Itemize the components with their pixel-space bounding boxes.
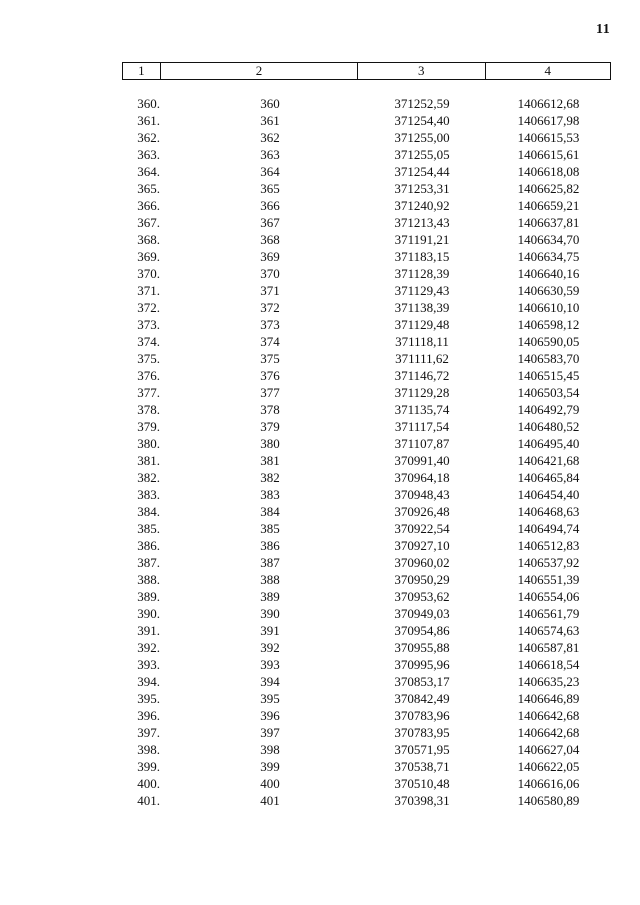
y-coordinate-cell: 1406515,45 <box>517 368 580 383</box>
table-row <box>122 435 611 452</box>
point-number-cell: 360 <box>260 96 280 111</box>
table-row <box>122 214 611 231</box>
point-index-cell: 374. <box>137 334 160 349</box>
point-number-cell: 391 <box>260 623 280 638</box>
y-coordinate-cell: 1406642,68 <box>517 725 580 740</box>
x-coordinate-cell: 370964,18 <box>394 470 450 485</box>
y-coordinate-cell: 1406503,54 <box>517 385 580 400</box>
y-coordinate-cell: 1406421,68 <box>517 453 580 468</box>
x-coordinate-cell: 371213,43 <box>394 215 450 230</box>
y-coordinate-cell: 1406492,79 <box>517 402 580 417</box>
table-row <box>122 401 611 418</box>
point-index-cell: 371. <box>137 283 160 298</box>
point-index-cell: 387. <box>137 555 160 570</box>
x-coordinate-cell: 370949,03 <box>394 606 450 621</box>
point-number-cell: 368 <box>260 232 280 247</box>
y-coordinate-cell: 1406551,39 <box>517 572 580 587</box>
page-number: 11 <box>596 22 611 37</box>
point-index-cell: 362. <box>137 130 160 145</box>
header-col-4: 4 <box>544 63 551 78</box>
x-coordinate-cell: 370398,31 <box>394 793 450 808</box>
x-coordinate-cell: 371135,74 <box>394 402 450 417</box>
point-index-cell: 370. <box>137 266 160 281</box>
y-coordinate-cell: 1406617,98 <box>517 113 580 128</box>
point-index-cell: 365. <box>137 181 160 196</box>
y-coordinate-cell: 1406627,04 <box>517 742 580 757</box>
point-number-cell: 375 <box>260 351 280 366</box>
x-coordinate-cell: 370842,49 <box>394 691 450 706</box>
table-row <box>122 707 611 724</box>
point-number-cell: 383 <box>260 487 280 502</box>
table-row <box>122 384 611 401</box>
table-row <box>122 741 611 758</box>
point-index-cell: 366. <box>137 198 160 213</box>
point-index-cell: 385. <box>137 521 160 536</box>
table-row <box>122 588 611 605</box>
x-coordinate-cell: 370955,88 <box>394 640 450 655</box>
point-number-cell: 397 <box>260 725 280 740</box>
point-number-cell: 388 <box>260 572 280 587</box>
table-row <box>122 486 611 503</box>
table-row <box>122 605 611 622</box>
y-coordinate-cell: 1406634,75 <box>517 249 580 264</box>
point-index-cell: 397. <box>137 725 160 740</box>
y-coordinate-cell: 1406637,81 <box>517 215 580 230</box>
x-coordinate-cell: 370927,10 <box>394 538 450 553</box>
table-row <box>122 418 611 435</box>
y-coordinate-cell: 1406612,68 <box>517 96 580 111</box>
x-coordinate-cell: 370948,43 <box>394 487 450 502</box>
point-number-cell: 387 <box>260 555 280 570</box>
x-coordinate-cell: 370991,40 <box>394 453 450 468</box>
table-row <box>122 129 611 146</box>
table-row <box>122 673 611 690</box>
x-coordinate-cell: 371111,62 <box>395 351 449 366</box>
x-coordinate-cell: 371107,87 <box>394 436 450 451</box>
x-coordinate-cell: 371129,28 <box>394 385 450 400</box>
point-index-cell: 393. <box>137 657 160 672</box>
point-number-cell: 382 <box>260 470 280 485</box>
table-row <box>122 537 611 554</box>
point-index-cell: 381. <box>137 453 160 468</box>
table-row <box>122 503 611 520</box>
x-coordinate-cell: 371240,92 <box>394 198 450 213</box>
table-row <box>122 163 611 180</box>
x-coordinate-cell: 370960,02 <box>394 555 450 570</box>
y-coordinate-cell: 1406454,40 <box>517 487 580 502</box>
point-index-cell: 379. <box>137 419 160 434</box>
y-coordinate-cell: 1406480,52 <box>517 419 580 434</box>
point-number-cell: 376 <box>260 368 280 383</box>
point-number-cell: 401 <box>260 793 280 808</box>
point-index-cell: 376. <box>137 368 160 383</box>
y-coordinate-cell: 1406574,63 <box>517 623 580 638</box>
point-number-cell: 369 <box>260 249 280 264</box>
point-number-cell: 362 <box>260 130 280 145</box>
point-number-cell: 398 <box>260 742 280 757</box>
y-coordinate-cell: 1406590,05 <box>517 334 580 349</box>
point-number-cell: 390 <box>260 606 280 621</box>
table-row <box>122 469 611 486</box>
table-row <box>122 367 611 384</box>
table-row <box>122 690 611 707</box>
point-number-cell: 399 <box>260 759 280 774</box>
y-coordinate-cell: 1406561,79 <box>517 606 580 621</box>
x-coordinate-cell: 370571,95 <box>394 742 450 757</box>
y-coordinate-cell: 1406642,68 <box>517 708 580 723</box>
x-coordinate-cell: 371254,40 <box>394 113 450 128</box>
x-coordinate-cell: 371138,39 <box>394 300 450 315</box>
point-index-cell: 369. <box>137 249 160 264</box>
point-number-cell: 363 <box>260 147 280 162</box>
point-index-cell: 382. <box>137 470 160 485</box>
y-coordinate-cell: 1406512,83 <box>517 538 580 553</box>
point-index-cell: 386. <box>137 538 160 553</box>
point-index-cell: 400. <box>137 776 160 791</box>
y-coordinate-cell: 1406616,06 <box>517 776 580 791</box>
table-row <box>122 350 611 367</box>
x-coordinate-cell: 371253,31 <box>394 181 450 196</box>
point-index-cell: 380. <box>137 436 160 451</box>
point-number-cell: 365 <box>260 181 280 196</box>
point-number-cell: 389 <box>260 589 280 604</box>
point-index-cell: 367. <box>137 215 160 230</box>
y-coordinate-cell: 1406659,21 <box>517 198 580 213</box>
point-index-cell: 401. <box>137 793 160 808</box>
table-row <box>122 112 611 129</box>
y-coordinate-cell: 1406615,61 <box>517 147 580 162</box>
point-index-cell: 390. <box>137 606 160 621</box>
table-row <box>122 95 611 112</box>
point-index-cell: 375. <box>137 351 160 366</box>
x-coordinate-cell: 371128,39 <box>394 266 450 281</box>
table-row <box>122 571 611 588</box>
y-coordinate-cell: 1406554,06 <box>517 589 580 604</box>
point-number-cell: 393 <box>260 657 280 672</box>
table-row <box>122 792 611 809</box>
y-coordinate-cell: 1406622,05 <box>517 759 580 774</box>
y-coordinate-cell: 1406635,23 <box>517 674 580 689</box>
point-index-cell: 377. <box>137 385 160 400</box>
header-col-2: 2 <box>161 63 358 79</box>
point-index-cell: 391. <box>137 623 160 638</box>
point-index-cell: 388. <box>137 572 160 587</box>
y-coordinate-cell: 1406587,81 <box>517 640 580 655</box>
y-coordinate-cell: 1406615,53 <box>517 130 580 145</box>
x-coordinate-cell: 371129,48 <box>394 317 450 332</box>
table-row <box>122 265 611 282</box>
header-col-3: 3 <box>358 63 485 79</box>
x-coordinate-cell: 371254,44 <box>394 164 450 179</box>
point-index-cell: 372. <box>137 300 160 315</box>
table-row <box>122 248 611 265</box>
y-coordinate-cell: 1406537,92 <box>517 555 580 570</box>
table-row <box>122 197 611 214</box>
table-row <box>122 775 611 792</box>
point-number-cell: 396 <box>260 708 280 723</box>
point-index-cell: 398. <box>137 742 160 757</box>
point-index-cell: 384. <box>137 504 160 519</box>
y-coordinate-cell: 1406468,63 <box>517 504 580 519</box>
x-coordinate-cell: 371183,15 <box>394 249 450 264</box>
y-coordinate-cell: 1406465,84 <box>517 470 580 485</box>
point-number-cell: 377 <box>260 385 280 400</box>
x-coordinate-cell: 371129,43 <box>394 283 450 298</box>
point-number-cell: 394 <box>260 674 280 689</box>
y-coordinate-cell: 1406598,12 <box>517 317 580 332</box>
header-col-1: 1 <box>123 63 161 79</box>
x-coordinate-cell: 370510,48 <box>394 776 450 791</box>
point-index-cell: 373. <box>137 317 160 332</box>
x-coordinate-cell: 370953,62 <box>394 589 450 604</box>
table-row <box>122 316 611 333</box>
y-coordinate-cell: 1406494,74 <box>517 521 580 536</box>
point-number-cell: 366 <box>260 198 280 213</box>
point-index-cell: 368. <box>137 232 160 247</box>
point-number-cell: 400 <box>260 776 280 791</box>
table-row <box>122 452 611 469</box>
point-number-cell: 361 <box>260 113 280 128</box>
point-number-cell: 381 <box>260 453 280 468</box>
x-coordinate-cell: 371191,21 <box>394 232 450 247</box>
table-row <box>122 758 611 775</box>
point-number-cell: 395 <box>260 691 280 706</box>
y-coordinate-cell: 1406634,70 <box>517 232 580 247</box>
point-number-cell: 384 <box>260 504 280 519</box>
y-coordinate-cell: 1406495,40 <box>517 436 580 451</box>
point-index-cell: 363. <box>137 147 160 162</box>
point-number-cell: 367 <box>260 215 280 230</box>
table-row <box>122 231 611 248</box>
point-number-cell: 372 <box>260 300 280 315</box>
point-index-cell: 364. <box>137 164 160 179</box>
point-number-cell: 374 <box>260 334 280 349</box>
y-coordinate-cell: 1406610,10 <box>517 300 580 315</box>
y-coordinate-cell: 1406618,54 <box>517 657 580 672</box>
table-row <box>122 333 611 350</box>
x-coordinate-cell: 370538,71 <box>394 759 450 774</box>
x-coordinate-cell: 371118,11 <box>395 334 449 349</box>
y-coordinate-cell: 1406625,82 <box>517 181 580 196</box>
point-number-cell: 371 <box>260 283 280 298</box>
x-coordinate-cell: 371252,59 <box>394 96 450 111</box>
point-number-cell: 380 <box>260 436 280 451</box>
coordinate-table-body <box>122 95 611 809</box>
point-index-cell: 383. <box>137 487 160 502</box>
y-coordinate-cell: 1406646,89 <box>517 691 580 706</box>
x-coordinate-cell: 370926,48 <box>394 504 450 519</box>
y-coordinate-cell: 1406618,08 <box>517 164 580 179</box>
point-index-cell: 392. <box>137 640 160 655</box>
point-number-cell: 379 <box>260 419 280 434</box>
point-index-cell: 360. <box>137 96 160 111</box>
y-coordinate-cell: 1406583,70 <box>517 351 580 366</box>
point-index-cell: 389. <box>137 589 160 604</box>
table-row <box>122 180 611 197</box>
point-number-cell: 386 <box>260 538 280 553</box>
y-coordinate-cell: 1406640,16 <box>517 266 580 281</box>
x-coordinate-cell: 371255,00 <box>394 130 450 145</box>
point-number-cell: 392 <box>260 640 280 655</box>
x-coordinate-cell: 370995,96 <box>394 657 450 672</box>
table-row <box>122 282 611 299</box>
point-number-cell: 385 <box>260 521 280 536</box>
table-row <box>122 520 611 537</box>
point-number-cell: 370 <box>260 266 280 281</box>
point-number-cell: 378 <box>260 402 280 417</box>
x-coordinate-cell: 370922,54 <box>394 521 450 536</box>
x-coordinate-cell: 370950,29 <box>394 572 450 587</box>
y-coordinate-cell: 1406580,89 <box>517 793 580 808</box>
table-row <box>122 299 611 316</box>
point-index-cell: 395. <box>137 691 160 706</box>
x-coordinate-cell: 370783,95 <box>394 725 450 740</box>
table-header <box>122 62 611 80</box>
table-row <box>122 724 611 741</box>
table-row <box>122 622 611 639</box>
x-coordinate-cell: 371255,05 <box>394 147 450 162</box>
point-index-cell: 394. <box>137 674 160 689</box>
table-row <box>122 146 611 163</box>
x-coordinate-cell: 370954,86 <box>394 623 450 638</box>
point-index-cell: 378. <box>137 402 160 417</box>
point-number-cell: 364 <box>260 164 280 179</box>
x-coordinate-cell: 371117,54 <box>394 419 450 434</box>
table-row <box>122 639 611 656</box>
y-coordinate-cell: 1406630,59 <box>517 283 580 298</box>
point-index-cell: 361. <box>137 113 160 128</box>
x-coordinate-cell: 370783,96 <box>394 708 450 723</box>
table-row <box>122 656 611 673</box>
point-number-cell: 373 <box>260 317 280 332</box>
x-coordinate-cell: 370853,17 <box>394 674 450 689</box>
table-row <box>122 554 611 571</box>
x-coordinate-cell: 371146,72 <box>394 368 450 383</box>
point-index-cell: 396. <box>137 708 160 723</box>
point-index-cell: 399. <box>137 759 160 774</box>
